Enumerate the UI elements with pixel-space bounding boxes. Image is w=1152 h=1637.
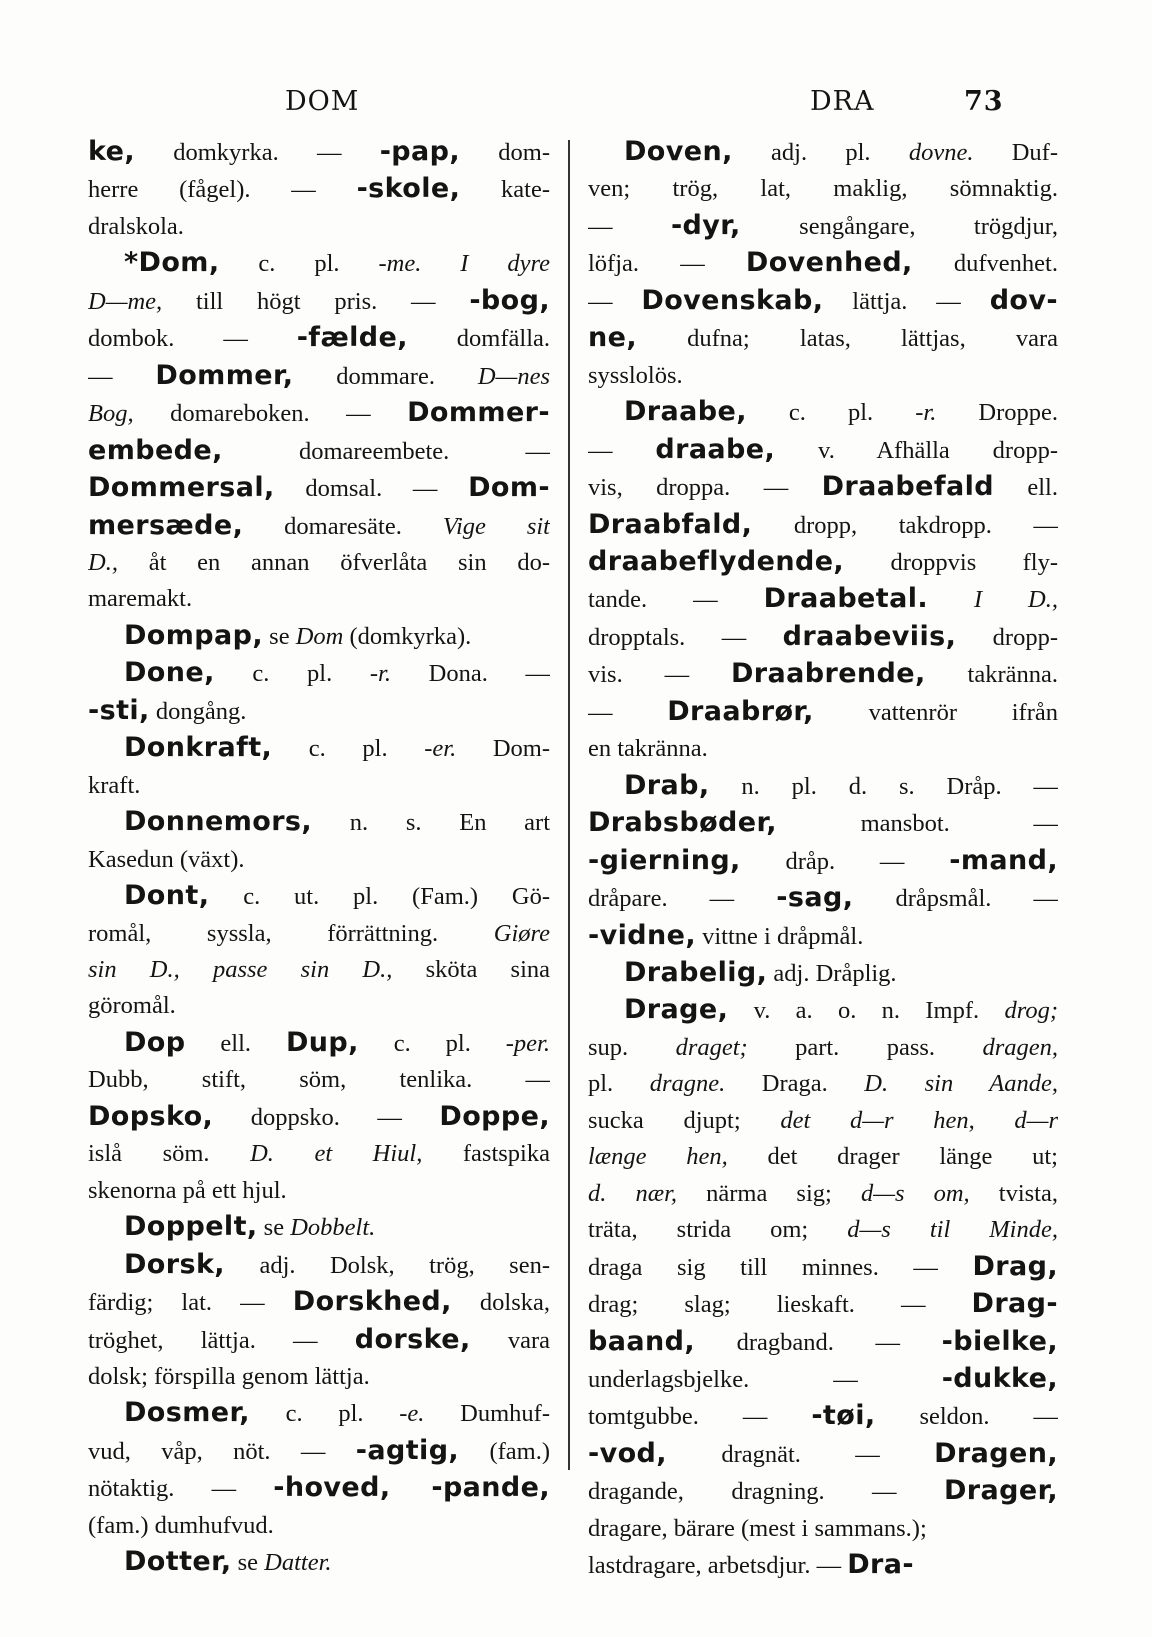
headword: Doppelt,	[124, 1211, 258, 1243]
italic-phrase: D. sin Aande,	[864, 1070, 1058, 1098]
definition-text: seldon. —	[875, 1403, 1058, 1431]
text-line	[588, 245, 1058, 282]
definition-text: Duf-	[973, 139, 1058, 166]
definition-text: vattenrör ifrån	[813, 698, 1058, 726]
text-line	[88, 508, 550, 545]
headword: Dommersal,	[88, 472, 275, 504]
text-line	[88, 1209, 550, 1246]
definition-text: romål, syssla, förrättning.	[88, 919, 494, 947]
text-line	[88, 1433, 550, 1470]
text-line	[88, 1284, 550, 1321]
text-line	[88, 470, 550, 507]
text-line	[88, 1099, 550, 1136]
italic-phrase: d—s til Minde,	[847, 1216, 1058, 1244]
definition-text: draga sig till minnes. —	[588, 1253, 973, 1281]
italic-phrase: Bog,	[88, 400, 134, 428]
text-line	[588, 918, 1058, 955]
italic-phrase: Dobbelt.	[290, 1214, 376, 1242]
definition-text: domfälla.	[407, 325, 550, 353]
definition-text: färdig; lat. —	[88, 1289, 293, 1317]
text-line	[88, 1395, 550, 1432]
headword: Dragen,	[934, 1437, 1058, 1469]
text-line	[588, 208, 1058, 245]
text-line	[88, 171, 550, 208]
headword: Draabrende,	[731, 658, 926, 690]
text-line	[588, 283, 1058, 320]
headword: Dup,	[285, 1026, 359, 1058]
text-line	[588, 805, 1058, 842]
definition-text: dralskola.	[88, 212, 184, 240]
definition-text: se	[263, 622, 296, 650]
italic-phrase: I D.,	[973, 586, 1058, 614]
definition-text: c. pl.	[746, 399, 916, 427]
definition-text: dråpare. —	[588, 885, 777, 913]
definition-text: sköta sina	[392, 955, 550, 983]
italic-phrase: Giøre	[493, 919, 550, 947]
text-line	[588, 358, 1058, 394]
text-line	[88, 1544, 550, 1581]
definition-text: träta, strida om;	[588, 1216, 848, 1244]
text-line	[588, 1324, 1058, 1361]
definition-text: sup.	[588, 1033, 676, 1061]
definition-text: se	[231, 1549, 265, 1577]
headword: Dopsko,	[88, 1100, 214, 1132]
text-line	[88, 581, 550, 617]
definition-text: åt en annan öfverlåta sin do-	[117, 548, 550, 576]
definition-text: herre (fågel). —	[88, 176, 357, 204]
headword: dorske,	[354, 1323, 471, 1355]
headword: -bielke,	[941, 1325, 1058, 1357]
definition-text: Dona. —	[391, 660, 550, 688]
headword: Drabelig,	[624, 956, 768, 988]
text-line	[88, 988, 550, 1024]
italic-phrase: Dom	[295, 622, 344, 650]
headword: -gierning,	[588, 844, 741, 876]
definition-text: dragband. —	[694, 1328, 942, 1356]
italic-phrase: d. nær,	[588, 1179, 678, 1207]
definition-text: tomtgubbe. —	[588, 1403, 812, 1431]
definition-text: adj. pl.	[732, 139, 909, 166]
headword: -skole,	[356, 173, 461, 205]
text-line	[88, 952, 550, 988]
headword: Dovenhed,	[745, 247, 913, 279]
text-line	[88, 1470, 550, 1507]
definition-text: (domkyrka).	[343, 622, 472, 650]
italic-phrase: længe hen,	[588, 1143, 728, 1171]
text-line	[588, 1511, 1058, 1547]
definition-text: till högt pris. —	[162, 287, 470, 315]
definition-text: sysslolös.	[588, 361, 683, 389]
headword: -sag,	[776, 882, 854, 914]
headword: Doppe,	[439, 1100, 550, 1132]
headword: Done,	[124, 657, 215, 689]
definition-text: adj. Dråplig.	[767, 959, 897, 987]
text-line	[588, 1212, 1058, 1248]
headword: -pap,	[379, 136, 461, 167]
definition-text: dragare, bärare (mest i sammans.);	[588, 1514, 927, 1542]
definition-text: vud, våp, nöt. —	[88, 1437, 356, 1465]
definition-text: närma sig;	[677, 1179, 861, 1207]
headword: Draabe,	[624, 396, 747, 428]
text-line	[88, 655, 550, 692]
definition-text: doppsko. —	[213, 1103, 440, 1131]
text-line	[588, 171, 1058, 207]
text-line	[88, 916, 550, 952]
text-line	[88, 245, 550, 282]
text-line	[588, 1547, 1058, 1584]
definition-text: en takränna.	[588, 735, 708, 763]
definition-text: c. pl.	[249, 1400, 400, 1428]
definition-text: vis. —	[588, 661, 731, 689]
text-line	[88, 1359, 550, 1395]
text-line	[588, 1473, 1058, 1510]
definition-text: se	[257, 1214, 291, 1242]
text-line	[88, 433, 550, 470]
headword: Dra-	[847, 1549, 914, 1581]
definition-text: Dubb, stift, söm, tenlika. —	[88, 1066, 550, 1094]
definition-text: v. Afhälla dropp-	[775, 436, 1058, 464]
italic-phrase: dragne.	[649, 1070, 726, 1098]
headword: -dyr,	[670, 209, 741, 241]
text-line	[588, 394, 1058, 431]
definition-text: adj. Dolsk, trög, sen-	[224, 1251, 550, 1279]
text-line	[88, 804, 550, 841]
definition-text: dråpsmål. —	[853, 885, 1058, 913]
text-line	[88, 1247, 550, 1284]
definition-text: dombok. —	[88, 325, 297, 353]
headword: embede,	[88, 434, 223, 466]
headword: Dom-	[468, 472, 550, 504]
italic-phrase: D—me,	[88, 287, 163, 315]
definition-text: domareembete. —	[222, 437, 550, 465]
definition-text: tande. —	[588, 586, 764, 614]
headword: Dont,	[124, 880, 210, 912]
text-line	[588, 581, 1058, 618]
headword: -sti,	[88, 694, 150, 726]
definition-text: ell.	[993, 474, 1058, 502]
definition-text: (fam.) dumhufvud.	[88, 1511, 274, 1539]
headword: -vod,	[588, 1437, 667, 1469]
definition-text: dropp, takdropp. —	[752, 511, 1058, 539]
definition-text: sengångare, trögdjur,	[740, 212, 1058, 240]
definition-text: vittne i dråpmål.	[695, 922, 864, 950]
definition-text: skenorna på ett hjul.	[88, 1176, 287, 1204]
headword: Drage,	[624, 994, 729, 1026]
italic-phrase: -me. I dyre	[378, 250, 550, 278]
definition-text: kate-	[460, 176, 550, 204]
definition-text: domsal. —	[274, 475, 469, 503]
definition-text: dråp. —	[740, 847, 950, 875]
definition-text: Dumhuf-	[424, 1400, 550, 1428]
text-line	[588, 880, 1058, 917]
definition-text: maremakt.	[88, 585, 193, 613]
italic-phrase: -e.	[399, 1400, 425, 1428]
text-line	[588, 134, 1058, 171]
text-line	[588, 1103, 1058, 1139]
definition-text: nötaktig. —	[88, 1475, 274, 1503]
italic-phrase: D.,	[88, 548, 118, 576]
italic-phrase: draget;	[675, 1033, 748, 1061]
definition-text: v. a. o. n. Impf.	[728, 997, 1005, 1025]
headword: -dukke,	[941, 1362, 1058, 1394]
text-line	[588, 656, 1058, 693]
definition-text: c. pl.	[358, 1029, 506, 1057]
definition-text: tröghet, lättja. —	[88, 1326, 355, 1354]
headword: Dorskhed,	[292, 1286, 452, 1318]
text-line	[588, 843, 1058, 880]
definition-text	[928, 586, 974, 613]
headword: *Dom,	[124, 247, 220, 279]
headword: Dorsk,	[124, 1248, 225, 1280]
text-line	[588, 955, 1058, 992]
definition-text: dolsk; förspilla genom lättja.	[88, 1362, 370, 1390]
headword: Drag,	[972, 1250, 1058, 1282]
text-line	[88, 1173, 550, 1209]
italic-phrase: drog;	[1004, 997, 1058, 1025]
text-line	[588, 1361, 1058, 1398]
definition-text: c. pl.	[272, 735, 425, 763]
text-line	[588, 507, 1058, 544]
text-line	[88, 545, 550, 581]
text-line	[588, 1066, 1058, 1102]
definition-text: göromål.	[88, 992, 176, 1020]
definition-text: sucka djupt;	[588, 1106, 781, 1134]
headword: Donkraft,	[124, 732, 273, 764]
headword: ne,	[588, 322, 637, 354]
definition-text: takränna.	[925, 661, 1058, 689]
definition-text: n. s. En art	[312, 809, 550, 837]
definition-text: islå söm.	[88, 1140, 251, 1168]
italic-phrase: sin D., passe sin D.,	[88, 955, 393, 983]
headword: -mand,	[949, 844, 1058, 876]
italic-phrase: d—s om,	[860, 1179, 970, 1207]
text-line	[88, 1136, 550, 1172]
text-line	[88, 693, 550, 730]
text-line	[88, 1508, 550, 1544]
text-line	[588, 694, 1058, 731]
headword: baand,	[588, 1325, 695, 1357]
headword: -vidne,	[588, 919, 696, 951]
text-line	[588, 1398, 1058, 1435]
definition-text: c. ut. pl. (Fam.) Gö-	[209, 883, 550, 911]
headword: Doven,	[624, 136, 733, 167]
headword: Donnemors,	[124, 806, 313, 838]
page-number: 73	[964, 86, 1004, 117]
definition-text: dongång.	[149, 697, 247, 725]
headword: Draabrør,	[667, 695, 814, 727]
headword: Dommer,	[155, 359, 294, 391]
text-line	[88, 283, 550, 320]
headword: draabeviis,	[782, 620, 957, 652]
italic-phrase: Vige sit	[442, 512, 550, 540]
definition-text: dom-	[460, 139, 550, 166]
italic-phrase: -per.	[505, 1029, 550, 1057]
text-line	[588, 1139, 1058, 1175]
definition-text: domareboken. —	[133, 400, 408, 428]
definition-text: löfja. —	[588, 250, 746, 278]
definition-text: c. pl.	[219, 250, 379, 278]
headword: Dommer-	[407, 397, 550, 429]
definition-text: domkyrka. —	[135, 139, 380, 166]
definition-text: —	[588, 436, 656, 464]
text-line	[88, 618, 550, 655]
definition-text: det drager länge ut;	[727, 1143, 1058, 1171]
text-line	[588, 1030, 1058, 1066]
headword: draabeflydende,	[588, 545, 845, 577]
definition-text: dropp-	[956, 623, 1058, 651]
italic-phrase: -r.	[369, 660, 391, 688]
headword: Drag-	[971, 1288, 1058, 1320]
definition-text: dufna; latas, lättjas, vara	[637, 325, 1058, 353]
italic-phrase: -r.	[915, 399, 937, 427]
headword: mersæde,	[88, 509, 244, 541]
definition-text: ven; trög, lat, maklig, sömnaktig.	[588, 175, 1058, 203]
definition-text: lättja. —	[823, 287, 990, 315]
definition-text: dommare.	[293, 362, 478, 390]
definition-text: Kasedun (växt).	[88, 845, 245, 873]
text-line	[588, 619, 1058, 656]
definition-text: Draga.	[725, 1070, 865, 1098]
definition-text: n. pl. d. s. Dråp. —	[709, 772, 1058, 800]
text-line	[88, 768, 550, 804]
text-line	[588, 432, 1058, 469]
headword: -agtig,	[355, 1434, 460, 1466]
definition-text: —	[588, 212, 671, 240]
headword: Draabetal.	[763, 583, 929, 615]
definition-text: dragande, dragning. —	[588, 1478, 944, 1506]
text-line	[588, 544, 1058, 581]
definition-text: droppvis fly-	[844, 548, 1058, 576]
headword: draabe,	[655, 433, 776, 465]
text-line	[88, 878, 550, 915]
italic-phrase: -er.	[424, 735, 457, 763]
headword: -hoved, -pande,	[273, 1472, 550, 1504]
headword: Drab,	[624, 769, 710, 801]
definition-text: c. pl.	[214, 660, 370, 688]
text-line	[88, 842, 550, 878]
headword: Drabsbøder,	[588, 807, 777, 839]
definition-text: dragnät. —	[666, 1440, 935, 1468]
italic-phrase: D—nes	[477, 362, 550, 390]
definition-text: drag; slag; lieskaft. —	[588, 1291, 972, 1319]
text-line	[88, 134, 550, 171]
definition-text: mansbot. —	[776, 810, 1058, 838]
text-line	[88, 1062, 550, 1098]
definition-text: vara	[470, 1326, 550, 1354]
text-line	[88, 1322, 550, 1359]
right-column	[588, 134, 1058, 1585]
definition-text: —	[588, 698, 668, 726]
definition-text: underlagsbjelke. —	[588, 1365, 942, 1393]
definition-text: domaresäte.	[243, 512, 443, 540]
italic-phrase: dragen,	[982, 1033, 1058, 1061]
italic-phrase: det d—r hen, d—r	[780, 1106, 1058, 1134]
headword: Dop	[124, 1026, 186, 1058]
definition-text: dolska,	[451, 1289, 550, 1317]
headword: Dotter,	[124, 1546, 232, 1578]
headword: ke,	[88, 136, 135, 167]
headword: Dosmer,	[124, 1397, 250, 1429]
definition-text: tvista,	[969, 1179, 1058, 1207]
text-line	[588, 1436, 1058, 1473]
definition-text: pl.	[588, 1070, 650, 1098]
headword: Dovenskab,	[641, 284, 824, 316]
column-divider	[568, 140, 570, 1470]
headword: Draabfald,	[588, 508, 753, 540]
definition-text: (fam.)	[459, 1437, 550, 1465]
definition-text: —	[88, 362, 156, 390]
italic-phrase: dovne.	[908, 139, 974, 166]
text-line	[88, 1025, 550, 1062]
italic-phrase: D. et Hiul,	[250, 1140, 423, 1168]
headword: Drager,	[944, 1475, 1058, 1507]
headword: -tøi,	[811, 1400, 876, 1432]
text-line	[88, 730, 550, 767]
definition-text: dufvenhet.	[912, 250, 1058, 278]
headword: Dompap,	[124, 619, 264, 651]
running-header	[0, 86, 1152, 126]
headword: -bog,	[469, 284, 550, 316]
text-line	[588, 731, 1058, 767]
definition-text: dropptals. —	[588, 623, 783, 651]
definition-text: lastdragare, arbetsdjur. —	[588, 1552, 848, 1580]
text-line	[588, 768, 1058, 805]
text-line	[88, 358, 550, 395]
text-line	[588, 1249, 1058, 1286]
text-line	[88, 320, 550, 357]
headword: -fælde,	[296, 322, 408, 354]
definition-text: part. pass.	[747, 1033, 983, 1061]
text-line	[88, 395, 550, 432]
definition-text: Droppe.	[936, 399, 1058, 427]
left-column	[88, 134, 550, 1582]
definition-text: ell.	[185, 1029, 286, 1057]
italic-phrase: Datter.	[264, 1549, 332, 1577]
text-line	[588, 320, 1058, 357]
header-right-guide-word: DRA	[810, 86, 875, 117]
header-left-guide-word: DOM	[285, 86, 360, 117]
headword: Draabefald	[821, 471, 994, 503]
text-line	[88, 209, 550, 245]
text-line	[588, 1176, 1058, 1212]
text-line	[588, 1286, 1058, 1323]
definition-text: kraft.	[88, 771, 141, 799]
definition-text: Dom-	[456, 735, 550, 763]
text-line	[588, 469, 1058, 506]
definition-text: vis, droppa. —	[588, 474, 822, 502]
text-line	[588, 992, 1058, 1029]
definition-text: fastspika	[422, 1140, 550, 1168]
definition-text: —	[588, 287, 642, 315]
headword: dov-	[989, 284, 1058, 316]
